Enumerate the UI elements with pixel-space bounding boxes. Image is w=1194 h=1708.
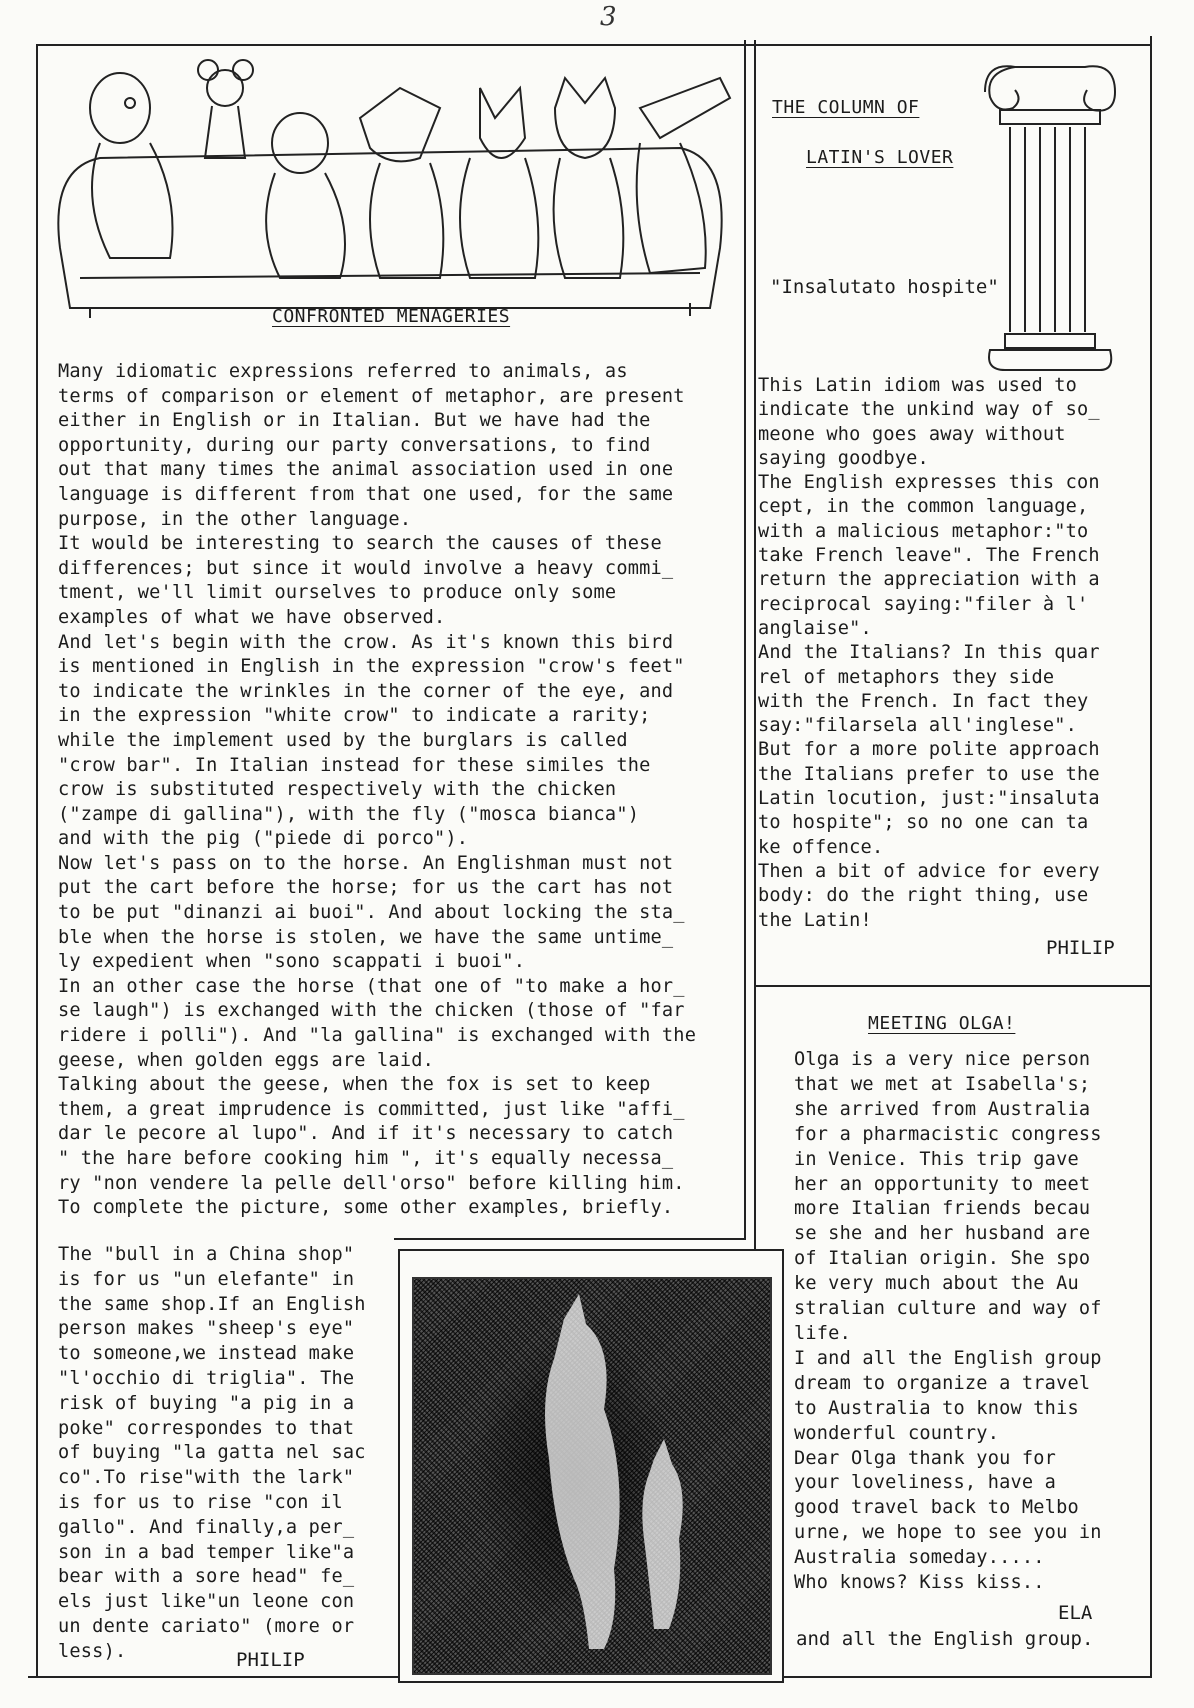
confronted-menageries-continued-text: The "bull in a China shop" is for us "un elefante" in the same shop.If an English person makes "sheep's eye" to someone,we instead make "l'occhio di triglia". The risk of buying "a pig in a poke" correspondes to that of buying "la gatta nel sac co".To rise"with the lark" is for us to rise "con il gallo". And finally,a per_ son in a bad temper like"a bear with a sore head" fe_ els just like"un leone con un dente cariato" (more or less). [58,1244,366,1662]
latin-column-signature: PHILIP [1046,937,1115,959]
horse-eye [125,98,135,108]
left-article-bottom-rule [394,1238,746,1240]
column-divider-left [744,40,746,1240]
latin-column-text: This Latin idiom was used to indicate the unkind way of so_ meone who goes away without saying goodbye. The English expresses this con cept, in the common language, with a malicious metaphor:"to take French leave". The French return the appreciation with a reciprocal saying:"filer à l' anglaise". And the Italians? In this quar rel of metaphors they side with the French. In fact they say:"filarsela all'inglese". But for a more polite approach the Italians prefer to use the Latin locution, just:"insaluta to hospite"; so no one can ta ke offence. Then a bit of advice for every body: do the right thing, use the Latin! [758,375,1100,931]
wolf-body [460,158,538,278]
page-number: 3 [600,2,617,32]
confronted-menageries-title: CONFRONTED MENAGERIES [272,306,511,327]
meeting-olga-signoff: and all the English group. [796,1628,1094,1650]
crocodile-head [640,78,730,138]
horse-body [92,143,173,258]
meeting-olga-text: Olga is a very nice person that we met at Isabella's; she arrived from Australia for a pharmacistic congress in Venice. This trip gave her an opportunity to meet more Italian friends becau se she and her husband are of Italian origin. She spo ke very much about the Au stralian culture and way of life. I and all the English group dream to organize a travel to Australia to know this wonderful country. Dear Olga thank you for your loveliness, have a good travel back to Melbo urne, we hope to see you in Australia someday..... Who knows? Kiss kiss.. [794,1049,1102,1594]
wolf-head [480,88,525,158]
mouse-body [205,106,245,158]
column-of-title-line1: THE COLUMN OF [772,97,920,118]
mouse-ear-right [233,60,253,80]
kangaroo-photo-frame [398,1249,784,1683]
kangaroo-silhouette [414,1279,770,1673]
kangaroo-photo [412,1277,772,1675]
column-base-top [1005,334,1095,348]
ionic-column-icon [975,52,1125,372]
top-border [36,44,1151,46]
dog-body [266,173,345,278]
dog-head [272,113,328,173]
crocodile-body [637,143,706,273]
horse-head [90,73,150,143]
kangaroo-large [545,1294,620,1649]
left-border [36,44,38,1676]
column-capital [985,66,1115,110]
right-border [1150,36,1152,1676]
confronted-menageries-text: Many idiomatic expressions referred to animals, as terms of comparison or element of metaphor, are present either in English or in Italian. But we have had the opportunity, during our party conversations, to find out that many times the animal association used in one language is different from that one used, for the same purpose, in the other language. It would be interesting to search the causes of these differences; but since it would involve a heavy commi_ tment, we'll limit ourselves to produce only some examples of what we have observed. And let's begin with the crow. As it's known this bird is mentioned in English in the expression "crow's feet" to indicate the wrinkles in the corner of the eye, and in the expression "white crow" to indicate a rarity; while the implement used by the burglars is called "crow bar". In Italian instead for these similes the crow is substituted respectively with the chicken ("zampe di gallina"), with the fly ("mosca bianca") and with the pig ("piede di porco"). Now let's pass on to the horse. An Englishman must not put the cart before the horse; for us the cart has not to be put "dinanzi ai buoi". And about locking the sta_ ble when the horse is stolen, we have the same untime_ ly expedient when "sono scappati i buoi". In an other case the horse (that one of "to make a hor_ se laugh") is exchanged with the chicken (those of "far ridere i polli"). And "la gallina" is exchanged with the geese, when golden eggs are laid. Talking about the geese, when the fox is set to keep them, a great imprudence is committed, just like "affi_ dar le pecore al lupo". And if it's necessary to catch " the hare before cooking him ", it's equally necessa_ ry "non vendere la pelle dell'orso" before killing him. To complete the picture, some other examples, briefly. [58,361,697,1219]
donkey-body [370,163,443,278]
column-of-title-line2: LATIN'S LOVER [806,147,954,168]
column-abacus [1000,110,1100,124]
column-base-bottom [989,350,1111,370]
donkey-head [360,88,440,161]
mouse-head [207,70,243,106]
latin-column-bottom-rule [754,985,1152,987]
insalutato-hospite-quote: "Insalutato hospite" [770,276,999,298]
meeting-olga-signature: ELA [1058,1602,1093,1624]
kangaroo-joey [642,1439,682,1629]
meeting-olga-title: MEETING OLGA! [868,1013,1016,1034]
animals-on-sofa-illustration [40,48,740,318]
cat-body [554,158,624,278]
mouse-ear-left [198,60,218,80]
confronted-menageries-signature: PHILIP [236,1649,305,1671]
cat-head [555,78,615,158]
